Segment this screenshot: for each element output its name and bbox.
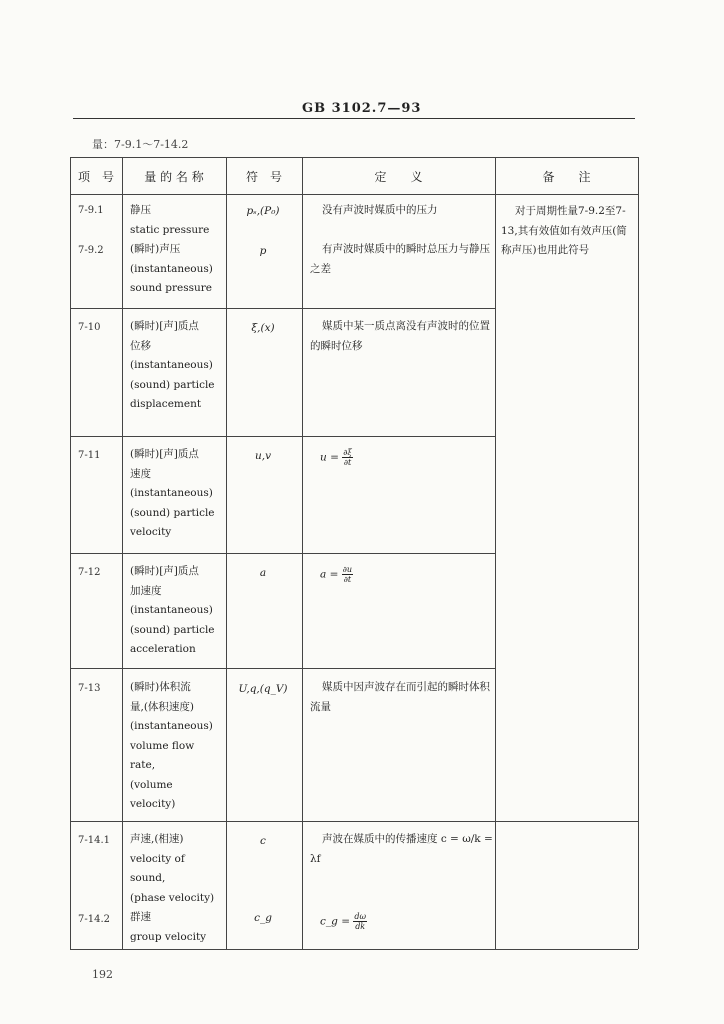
col-header-no: 项 号 bbox=[77, 170, 114, 184]
quantity-name: (瞬时)[声]质点 速度 (instantaneous) (sound) particle velocity bbox=[130, 448, 215, 538]
quantity-name: 群速 group velocity bbox=[130, 911, 207, 943]
quantity-symbol: U,q,(q_V) bbox=[238, 683, 288, 695]
table-bottom-rule bbox=[70, 949, 638, 950]
standard-header: GB 3102.7—93 bbox=[302, 101, 422, 116]
quantity-name: 静压 static pressure bbox=[130, 204, 210, 236]
quantity-name: (瞬时)声压 (instantaneous) sound pressure bbox=[130, 243, 213, 294]
item-number: 7-10 bbox=[78, 322, 101, 333]
item-number: 7-12 bbox=[78, 567, 101, 578]
item-number: 7-11 bbox=[78, 450, 101, 461]
quantity-definition: 没有声波时媒质中的压力 bbox=[322, 204, 438, 216]
quantity-symbol: u,v bbox=[254, 450, 272, 462]
col-header-symbol: 符 号 bbox=[245, 170, 282, 184]
quantity-symbol: pₛ,(P₀) bbox=[246, 205, 280, 217]
definition-formula: u = $\frac{\partial\xi}{\partial t}$ bbox=[320, 448, 352, 467]
row-divider bbox=[70, 308, 495, 309]
item-number: 7-9.1 bbox=[78, 205, 104, 216]
quantity-symbol: c bbox=[260, 835, 266, 847]
quantity-symbol: ξ,(x) bbox=[251, 322, 275, 334]
item-number: 7-14.2 bbox=[78, 914, 111, 925]
col-header-remark: 备 注 bbox=[542, 170, 591, 184]
row-divider bbox=[70, 668, 495, 669]
table-right-border bbox=[638, 157, 639, 949]
quantity-definition: 有声波时媒质中的瞬时总压力与静压之差 bbox=[310, 243, 490, 275]
quantity-symbol: a bbox=[259, 567, 267, 579]
row-divider bbox=[70, 821, 638, 822]
quantity-definition: 媒质中因声波存在而引起的瞬时体积流量 bbox=[310, 681, 490, 713]
quantity-definition: 媒质中某一质点离没有声波时的位置的瞬时位移 bbox=[310, 320, 490, 352]
header-rule bbox=[73, 118, 635, 119]
quantity-name: (瞬时)体积流 量,(体积速度) (instantaneous) volume flow rate, (volume velocity) bbox=[130, 681, 213, 810]
quantity-name: 声速,(相速) velocity of sound, (phase velocity) bbox=[130, 833, 215, 904]
quantity-name: (瞬时)[声]质点 位移 (instantaneous) (sound) particle displacement bbox=[130, 320, 215, 410]
definition-formula: c_g = $\frac{d\omega}{dk}$ bbox=[320, 912, 366, 931]
table-header-rule bbox=[70, 194, 638, 195]
page-number: 192 bbox=[92, 968, 113, 981]
row-divider bbox=[70, 553, 495, 554]
col-header-definition: 定 义 bbox=[374, 170, 423, 184]
remark-text: 对于周期性量7-9.2至7-13,其有效值如有效声压(简称声压)也用此符号 bbox=[501, 205, 627, 256]
quantity-symbol: c_g bbox=[254, 912, 272, 924]
quantity-name: (瞬时)[声]质点 加速度 (instantaneous) (sound) particle acceleration bbox=[130, 565, 215, 655]
item-number: 7-13 bbox=[78, 683, 101, 694]
quantity-range-subtitle: 量：7-9.1～7-14.2 bbox=[92, 138, 189, 151]
quantity-symbol: p bbox=[259, 245, 267, 257]
quantity-definition: 声波在媒质中的传播速度 c = ω/k = λf bbox=[310, 833, 493, 865]
definition-formula: a = $\frac{\partial u}{\partial t}$ bbox=[320, 565, 353, 584]
row-divider bbox=[70, 436, 495, 437]
col-header-name: 量 的 名 称 bbox=[144, 170, 204, 184]
item-number: 7-9.2 bbox=[78, 245, 104, 256]
item-number: 7-14.1 bbox=[78, 835, 111, 846]
table-top-rule bbox=[70, 157, 638, 158]
col-divider bbox=[495, 157, 496, 949]
